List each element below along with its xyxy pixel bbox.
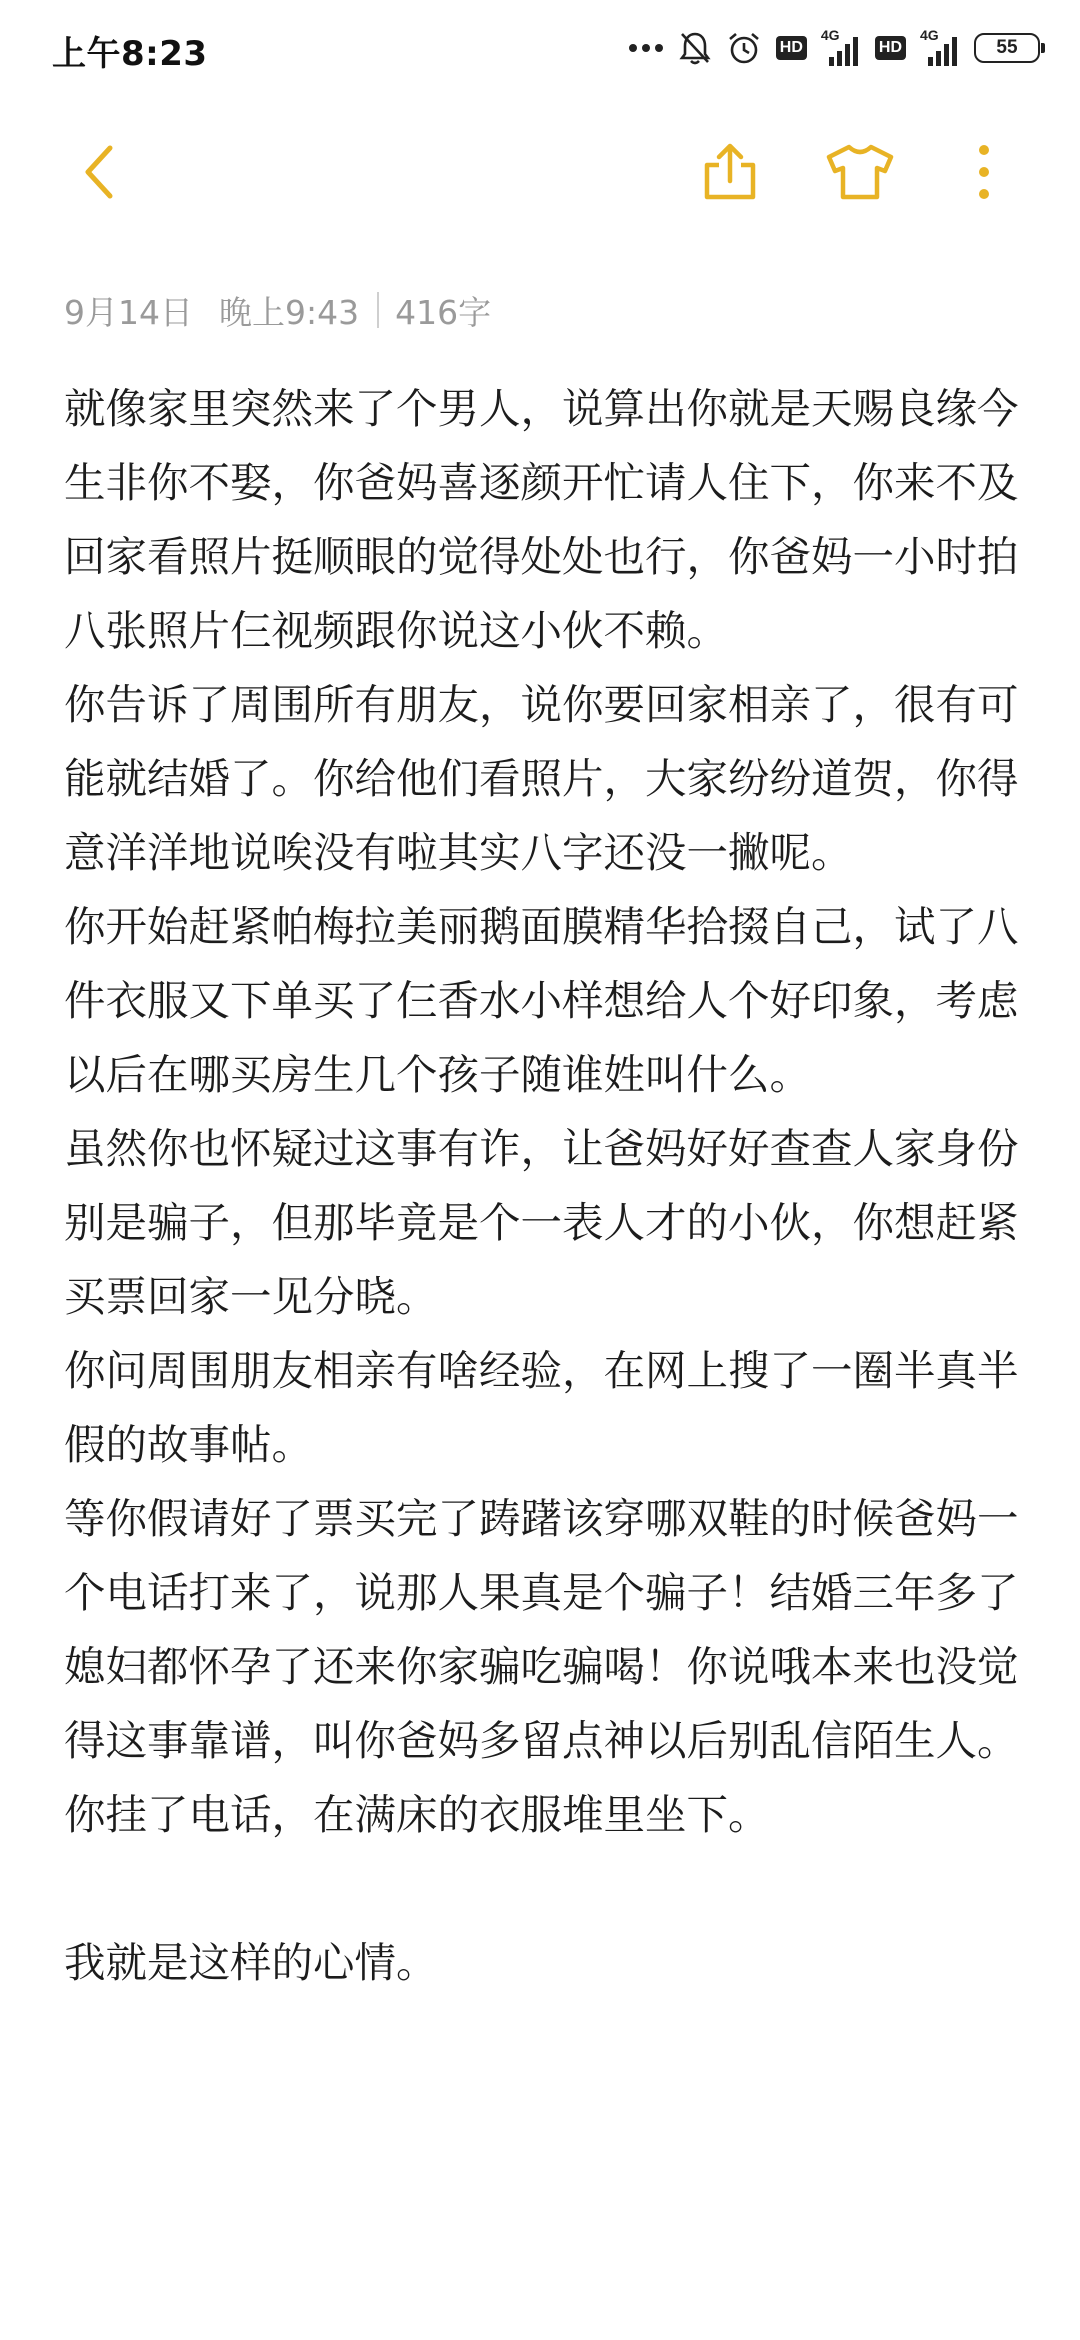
share-icon (699, 141, 761, 203)
more-dots-icon (628, 43, 664, 53)
hd-icon: HD (875, 36, 906, 60)
note-meta (64, 288, 491, 332)
more-vertical-icon (977, 143, 991, 201)
status-time: 上午8:23 (52, 34, 208, 74)
note-paragraph: 我就是这样的心情。 (64, 1938, 438, 1987)
signal-4g-icon: 4G (821, 27, 861, 69)
battery-icon (974, 33, 1040, 63)
note-paragraph: 等你假请好了票买完了踌躇该穿哪双鞋的时候爸妈一个电话打来了，说那人果真是个骗子！结婚三年多了媳妇都怀孕了还来你家骗吃骗喝！你说哦本来也没觉得这事靠谱，叫你爸妈多留点神以后别乱信陌生人。 (64, 1494, 1019, 1765)
note-paragraph: 你开始赶紧帕梅拉美丽鹅面膜精华拾掇自己，试了八件衣服又下单买了仨香水小样想给人个好印象，考虑以后在哪买房生几个孩子随谁姓叫什么。 (64, 902, 1019, 1099)
note-toolbar (0, 110, 1080, 230)
meta-divider (377, 292, 379, 328)
note-blank-line (64, 1852, 1024, 1926)
more-options-button[interactable] (946, 134, 1022, 210)
mute-bell-icon (678, 30, 712, 66)
note-paragraph: 虽然你也怀疑过这事有诈，让爸妈好好查查人家身份别是骗子，但那毕竟是个一表人才的小伙，你想赶紧买票回家一见分晓。 (64, 1124, 1019, 1321)
note-paragraph: 你告诉了周围所有朋友，说你要回家相亲了，很有可能就结婚了。你给他们看照片，大家纷纷道贺，你得意洋洋地说唉没有啦其实八字还没一撇呢。 (64, 680, 1019, 877)
status-icons (628, 24, 1040, 72)
theme-button[interactable] (822, 134, 898, 210)
word-count: 416字 (395, 292, 492, 332)
note-paragraph: 你挂了电话，在满床的衣服堆里坐下。 (64, 1790, 770, 1839)
share-button[interactable] (692, 134, 768, 210)
hd-icon: HD (776, 36, 807, 60)
note-body[interactable] (64, 372, 1024, 2000)
chevron-left-icon (80, 142, 120, 202)
signal-4g-icon: 4G (920, 27, 960, 69)
alarm-icon (726, 30, 762, 66)
back-button[interactable] (62, 134, 138, 210)
note-paragraph: 就像家里突然来了个男人，说算出你就是天赐良缘今生非你不娶，你爸妈喜逐颜开忙请人住下，你来不及回家看照片挺顺眼的觉得处处也行，你爸妈一小时拍八张照片仨视频跟你说这小伙不赖。 (64, 384, 1019, 655)
note-date: 9月14日 (64, 292, 193, 332)
battery-level: 55 (974, 33, 1040, 63)
note-time: 晚上9:43 (219, 292, 360, 332)
note-paragraph: 你问周围朋友相亲有啥经验，在网上搜了一圈半真半假的故事帖。 (64, 1346, 1019, 1469)
tshirt-icon (823, 141, 897, 203)
status-bar (0, 0, 1080, 96)
